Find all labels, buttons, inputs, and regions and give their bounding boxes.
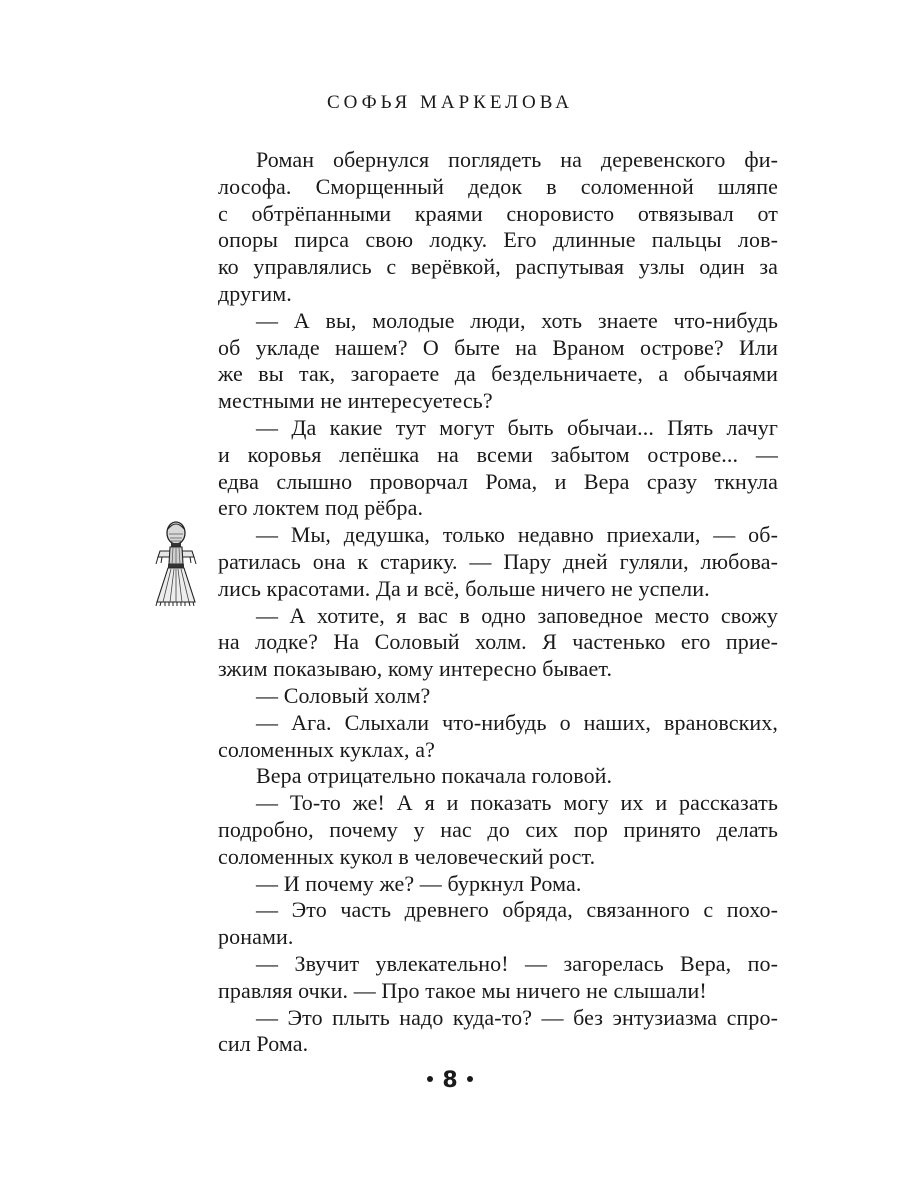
text-line-12: и коровья лепёшка на всеми забытом острове... —	[218, 441, 778, 467]
page-number	[0, 1068, 900, 1093]
text-line-21: — Соловый холм?	[256, 682, 431, 708]
text-line-4: опоры пирса свою лодку. Его длинные пальцы лов-	[218, 227, 778, 253]
text-line-20: зжим показываю, кому интересно бывает.	[218, 656, 613, 682]
text-line-29: — Это часть древнего обряда, связанного с похо-	[256, 897, 778, 923]
text-line-27: соломенных кукол в человеческий рост.	[218, 843, 596, 869]
straw-doll-icon	[152, 520, 200, 606]
text-line-34: сил Рома.	[218, 1031, 309, 1057]
text-line-11: — Да какие тут могут быть обычаи... Пять лачуг	[256, 414, 778, 440]
text-line-28: — И почему же? — буркнул Рома.	[256, 870, 582, 896]
text-line-13: едва слышно проворчал Рома, и Вера сразу ткнула	[218, 468, 778, 494]
text-line-18: — А хотите, я вас в одно заповедное место свожу	[256, 602, 778, 628]
text-line-24: Вера отрицательно покачала головой.	[256, 763, 613, 789]
text-line-7: — А вы, молодые люди, хоть знаете что-нибудь	[256, 307, 778, 333]
text-line-33: — Это плыть надо куда-то? — без энтузиазма спро-	[256, 1004, 778, 1030]
text-line-22: — Ага. Слыхали что-нибудь о наших, врановских,	[256, 709, 778, 735]
text-line-10: местными не интересуетесь?	[218, 388, 493, 414]
text-line-1: Роман обернулся поглядеть на деревенского фи-	[256, 147, 778, 172]
text-line-16: ратилась она к старику. — Пару дней гуляли, любова-	[218, 548, 778, 574]
text-line-17: лись красотами. Да и всё, больше ничего не успели.	[218, 575, 710, 601]
text-line-8: об укладе нашем? О быте на Враном острове? Или	[218, 334, 778, 360]
text-line-6: другим.	[218, 280, 292, 306]
text-line-19: на лодке? На Соловый холм. Я частенько его прие-	[218, 629, 778, 655]
text-line-5: ко управлялись с верёвкой, распутывая узлы один за	[218, 254, 778, 280]
bullet-left-icon	[427, 1076, 433, 1082]
text-line-3: с обтрёпанными краями сноровисто отвязывал от	[218, 200, 778, 226]
text-line-25: — То-то же! А я и показать могу их и рассказать	[256, 790, 778, 816]
bullet-right-icon	[467, 1076, 473, 1082]
running-head: СОФЬЯ МАРКЕЛОВА	[327, 92, 573, 113]
body-text	[218, 147, 778, 1058]
text-line-2: лософа. Сморщенный дедок в соломенной шляпе	[218, 173, 778, 199]
page-number-text: 8	[442, 1068, 458, 1093]
text-line-32: правляя очки. — Про такое мы ничего не слышали!	[218, 977, 707, 1003]
text-line-30: ронами.	[218, 924, 294, 950]
text-line-9: же вы так, загораете да бездельничаете, а обычаями	[218, 361, 778, 387]
text-line-26: подробно, почему у нас до сих пор принято делать	[218, 816, 778, 842]
text-line-15: — Мы, дедушка, только недавно приехали, — об-	[256, 522, 778, 548]
text-line-23: соломенных куклах, а?	[218, 736, 435, 762]
text-line-31: — Звучит увлекательно! — загорелась Вера, по-	[256, 950, 778, 976]
text-line-14: его локтем под рёбра.	[218, 495, 424, 521]
